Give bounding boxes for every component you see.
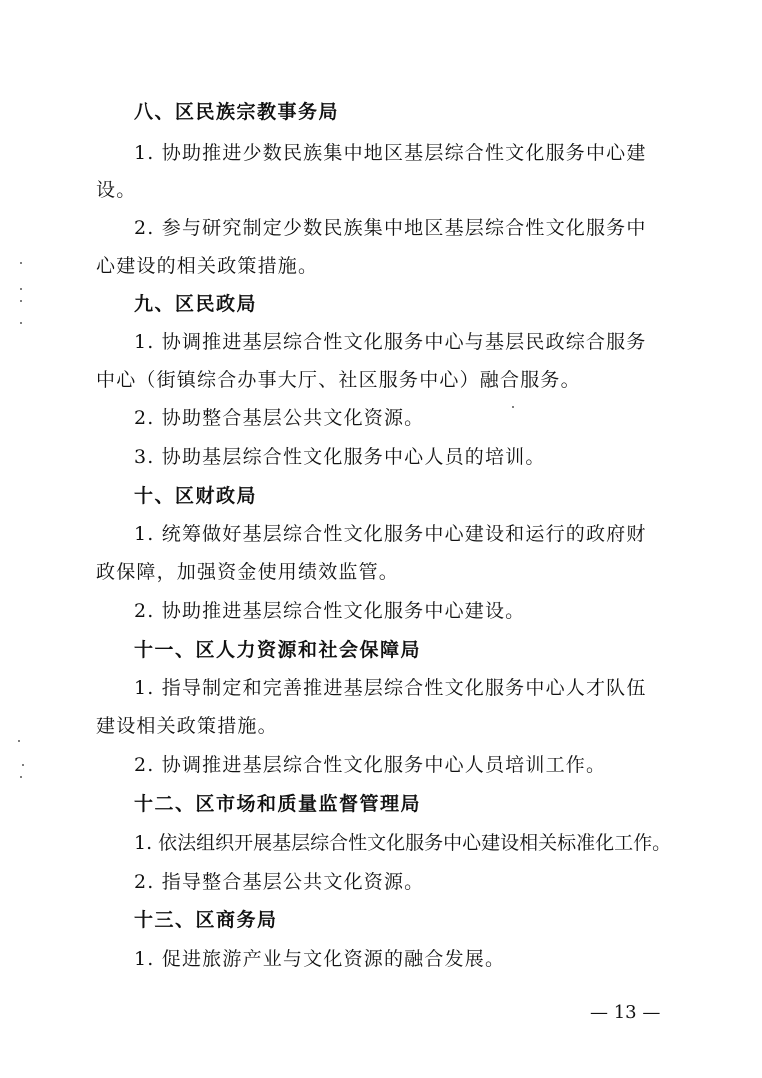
- paragraph-line: 1. 促进旅游产业与文化资源的融合发展。: [134, 948, 506, 970]
- paragraph-line: 3. 协助基层综合性文化服务中心人员的培训。: [134, 446, 546, 468]
- section-heading-8: 八、区民族宗教事务局: [134, 101, 340, 123]
- paragraph-line: 1. 协助推进少数民族集中地区基层综合性文化服务中心建: [134, 142, 647, 164]
- paragraph-line: 2. 协助整合基层公共文化资源。: [134, 407, 425, 429]
- paragraph-line: 建设相关政策措施。: [96, 715, 278, 737]
- section-heading-11: 十一、区人力资源和社会保障局: [134, 639, 422, 661]
- section-heading-13: 十三、区商务局: [134, 909, 278, 931]
- paragraph-line: 政保障，加强资金使用绩效监管。: [96, 561, 400, 583]
- paragraph-line: 中心（街镇综合办事大厅、社区服务中心）融合服务。: [96, 369, 581, 391]
- scan-speck: [22, 764, 24, 766]
- paragraph-line: 2. 协助推进基层综合性文化服务中心建设。: [134, 600, 526, 622]
- scan-speck: [512, 406, 514, 408]
- paragraph-line: 1. 依法组织开展基层综合性文化服务中心建设相关标准化工作。: [134, 832, 672, 854]
- paragraph-line: 2. 参与研究制定少数民族集中地区基层综合性文化服务中: [134, 217, 647, 239]
- scan-speck: [20, 288, 22, 290]
- page-number: — 13 —: [590, 1002, 661, 1023]
- scan-speck: [20, 776, 22, 778]
- section-heading-12: 十二、区市场和质量监督管理局: [134, 793, 422, 815]
- paragraph-line: 设。: [96, 179, 137, 201]
- scan-speck: [20, 300, 22, 302]
- paragraph-line: 2. 指导整合基层公共文化资源。: [134, 871, 425, 893]
- section-heading-9: 九、区民政局: [134, 293, 258, 315]
- paragraph-line: 1. 协调推进基层综合性文化服务中心与基层民政综合服务: [134, 331, 647, 353]
- scan-speck: [20, 322, 22, 324]
- paragraph-line: 2. 协调推进基层综合性文化服务中心人员培训工作。: [134, 754, 607, 776]
- scan-speck: [18, 740, 20, 742]
- paragraph-line: 1. 指导制定和完善推进基层综合性文化服务中心人才队伍: [134, 677, 647, 699]
- scan-speck: [20, 262, 22, 264]
- section-heading-10: 十、区财政局: [134, 485, 258, 507]
- paragraph-line: 心建设的相关政策措施。: [96, 255, 319, 277]
- paragraph-line: 1. 统筹做好基层综合性文化服务中心建设和运行的政府财: [134, 523, 647, 545]
